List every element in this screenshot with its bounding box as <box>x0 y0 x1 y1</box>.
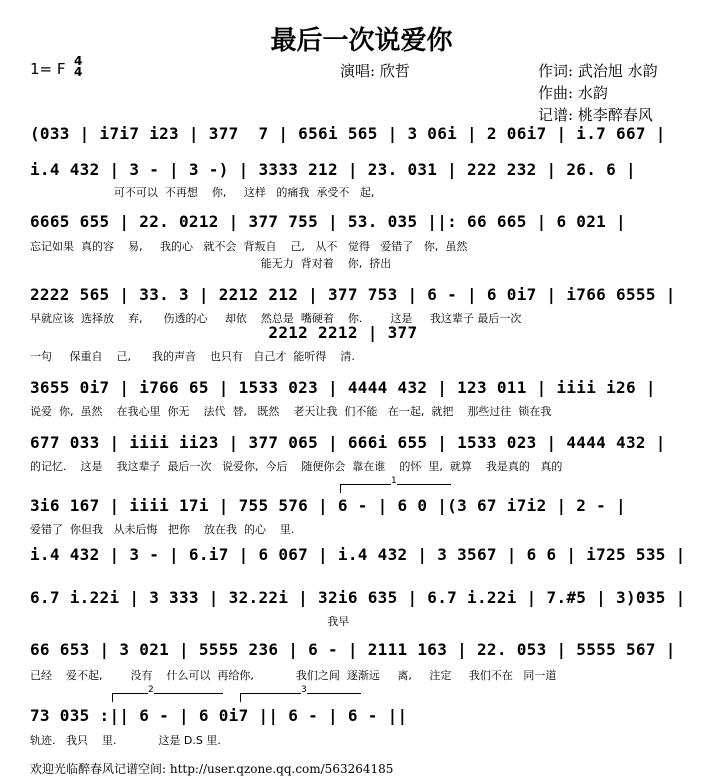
time-top: 4 <box>74 54 83 68</box>
notes: 3i6 167 | iiii 17i | 755 576 | 6 - | 6 0 |(3 67 i7i2 | 2 - | <box>30 496 626 515</box>
composer-credit: 作曲: 水韵 <box>538 84 608 102</box>
volta-bracket-1 <box>340 476 451 493</box>
volta-bracket-3 <box>240 685 361 702</box>
notes: 6.7 i.22i | 3 333 | 32.22i | 32i6 635 | 6.7 i.22i | 7.#5 | 3)035 | <box>30 588 686 607</box>
notes: i.4 432 | 3 - | 3 -) | 3333 212 | 23. 031 | 222 232 | 26. 6 | <box>30 160 636 179</box>
singer-credit: 演唱: 欣哲 <box>340 62 410 80</box>
lyric-line: 一句 保重自 己, 我的声音 也只有 自己才 能听得 清. <box>30 350 355 363</box>
lyric-line: 爱错了 你但我 从未后悔 把你 放在我 的心 里. <box>30 523 295 536</box>
notes: 2212 2212 | 377 <box>30 323 418 342</box>
notes: 6665 655 | 22. 0212 | 377 755 | 53. 035 ||: 66 665 | 6 021 | <box>30 212 626 231</box>
volta-bracket-2 <box>112 685 223 702</box>
lyric-line: 可不可以 不再想 你, 这样 的痛我 承受不 起, <box>30 186 375 199</box>
song-title: 最后一次说爱你 <box>270 26 453 56</box>
transcriber-credit: 记谱: 桃李醉春风 <box>538 106 653 124</box>
lyric-line: 的记忆. 这是 我这辈子 最后一次 说爱你, 今后 随便你会 靠在谁 的怀 里, 就算 我是真的 真的 <box>30 460 563 473</box>
notes: 677 033 | iiii ii23 | 377 065 | 666i 655 | 1533 023 | 4444 432 | <box>30 433 666 452</box>
notes: 66 653 | 3 021 | 5555 236 | 6 - | 2111 163 | 22. 053 | 5555 567 | <box>30 640 676 659</box>
notes: 2222 565 | 33. 3 | 2212 212 | 377 753 | 6 - | 6 0i7 | i766 6555 | <box>30 285 676 304</box>
lyricist-credit: 作词: 武治旭 水韵 <box>538 62 658 80</box>
notes: (033 | i7i7 i23 | 377 7 | 656i 565 | 3 06i | 2 06i7 | i.7 667 | <box>30 124 666 143</box>
notes: 73 035 :|| 6 - | 6 0i7 || 6 - | 6 - || <box>30 706 408 725</box>
lyric-line: 忘记如果 真的容 易, 我的心 就不会 背叛自 己, 从不 觉得 爱错了 你, 虽然 <box>30 240 468 253</box>
time-signature <box>74 56 82 78</box>
lyric-line: 已经 爱不起, 没有 什么可以 再给你, 我们之间 逐渐远 离, 注定 我们不在 同一道 <box>30 669 557 682</box>
lyric-line: 能无力 背对着 你, 挤出 <box>30 257 392 270</box>
lyric-line: 轨迹. 我只 里. 这是 D.S 里. <box>30 734 221 747</box>
volta-number: 1 <box>391 476 397 486</box>
key-signature: 1= F <box>30 60 66 78</box>
lyric-line: 早就应该 选择放 弃, 伤透的心 却依 然总是 嘴硬着 你. 这是 我这辈子 最后一次 <box>30 312 522 325</box>
lyric-line: 我早 <box>30 615 350 628</box>
volta-number: 2 <box>148 685 154 695</box>
lyric-line: 说爱 你, 虽然 在我心里 你无 法代 替, 既然 老天让我 们不能 在一起, 就把 那些过往 锁在我 <box>30 405 552 418</box>
notes: i.4 432 | 3 - | 6.i7 | 6 067 | i.4 432 | 3 3567 | 6 6 | i725 535 | <box>30 545 686 564</box>
volta-number: 3 <box>301 685 307 695</box>
footer-url: 欢迎光临醉春风记谱空间: http://user.qzone.qq.com/563264185 <box>30 762 394 776</box>
time-bottom: 4 <box>74 65 83 79</box>
notes: 3655 0i7 | i766 65 | 1533 023 | 4444 432 | 123 011 | iiii i26 | <box>30 378 656 397</box>
